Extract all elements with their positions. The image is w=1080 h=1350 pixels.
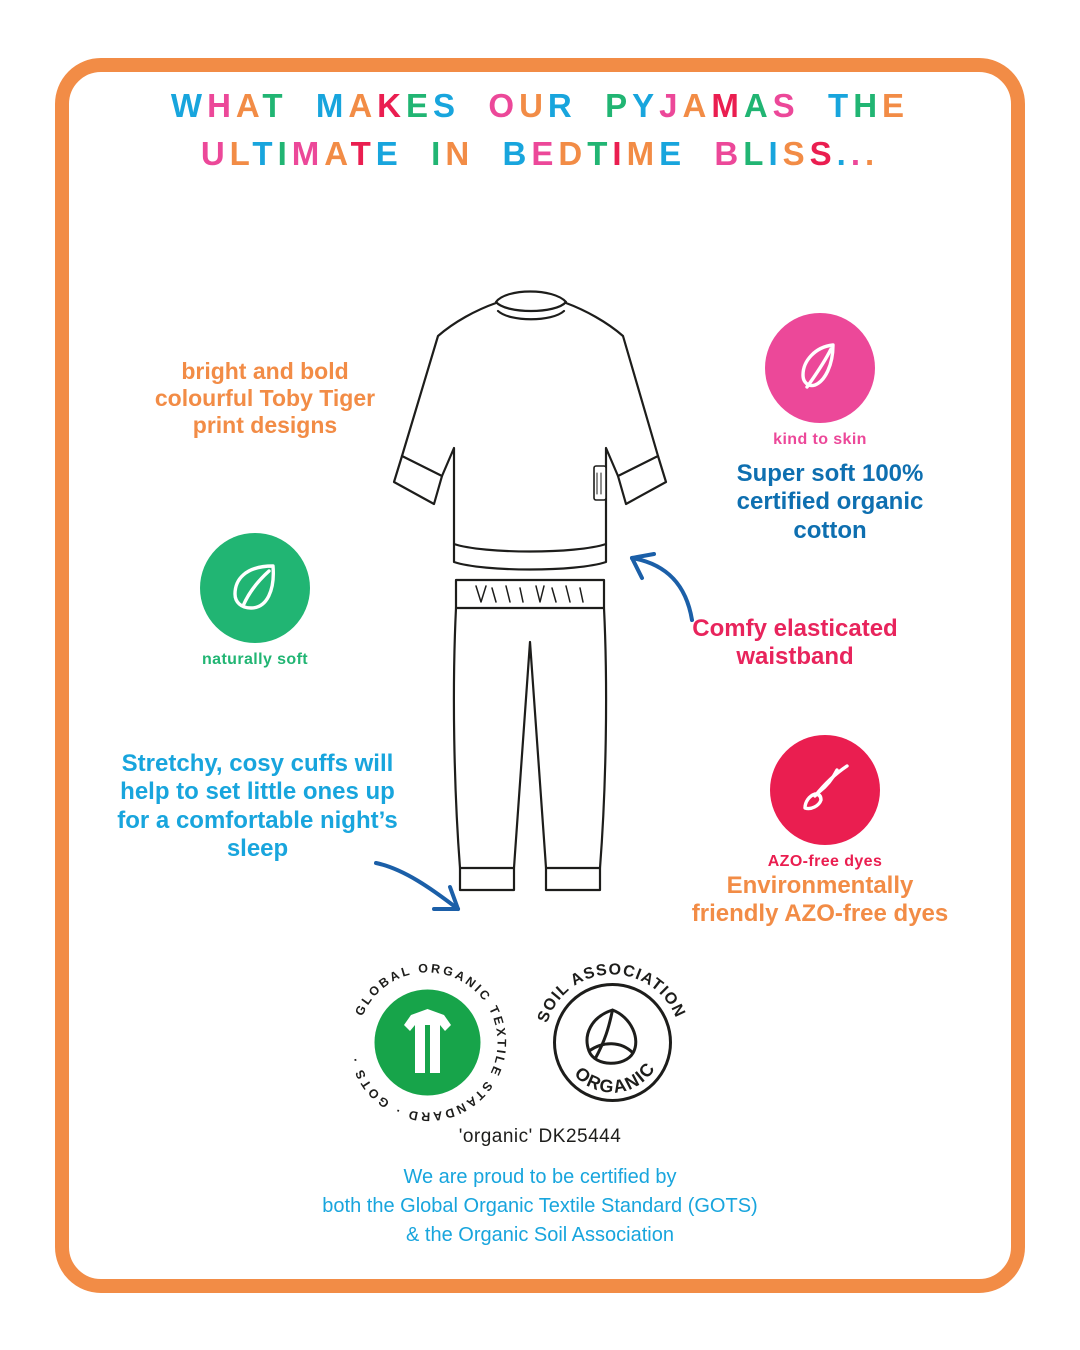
- svg-text:SOIL ASSOCIATION: SOIL ASSOCIATION: [534, 961, 689, 1025]
- callout-bright-designs: bright and bold colourful Toby Tiger print designs: [154, 358, 376, 439]
- certification-note-line-2: both the Global Organic Textile Standard (GOTS): [322, 1195, 758, 1217]
- title-letter: [686, 135, 714, 172]
- paintbrush-icon: [793, 756, 857, 825]
- title-letter: P: [605, 87, 633, 124]
- title-letter: E: [375, 135, 403, 172]
- title-letter: J: [659, 87, 683, 124]
- certification-note-line-1: We are proud to be certified by: [403, 1166, 677, 1188]
- title-letter: M: [291, 135, 325, 172]
- title-letter: A: [348, 87, 378, 124]
- title-letter: [577, 87, 605, 124]
- title-letter: A: [743, 87, 773, 124]
- title-letter: S: [433, 87, 461, 124]
- title-letter: T: [252, 135, 278, 172]
- svg-text:ORGANIC: ORGANIC: [570, 1057, 660, 1098]
- certification-logos: [330, 955, 730, 1130]
- title-letter: R: [547, 87, 577, 124]
- svg-text:GLOBAL ORGANIC TEXTILE STANDAR: GLOBAL ORGANIC TEXTILE STANDARD · GOTS ·: [347, 961, 509, 1124]
- badge-circle: [200, 533, 310, 643]
- title-letter: E: [882, 87, 910, 124]
- title-letter: A: [235, 87, 263, 124]
- badge-kind-to-skin: [755, 313, 885, 449]
- title-letter: T: [262, 87, 288, 124]
- title-letter: T: [587, 135, 613, 172]
- soil-association-logo: [525, 955, 700, 1135]
- badge-caption: naturally soft: [201, 651, 309, 668]
- title-letter: H: [207, 87, 236, 124]
- title-letter: A: [682, 87, 712, 124]
- certification-note-line-3: & the Organic Soil Association: [406, 1224, 674, 1246]
- title-letter: I: [277, 135, 292, 172]
- gots-logo: [340, 955, 515, 1135]
- arrow-to-cuffs: [370, 855, 480, 940]
- title-letter: I: [612, 135, 627, 172]
- badge-circle: [770, 735, 880, 845]
- title-letter: [460, 87, 488, 124]
- title-letter: S: [782, 135, 810, 172]
- title-letter: E: [406, 87, 434, 124]
- title-letter: B: [502, 135, 532, 172]
- callout-azo-free-dyes: Environmentally friendly AZO-free dyes: [691, 872, 949, 928]
- badge-caption: kind to skin: [773, 431, 867, 448]
- title-letter: W: [170, 87, 208, 124]
- certification-note: [0, 1163, 1080, 1250]
- badge-azo-free-dyes: [760, 735, 890, 871]
- title-letter: .: [864, 135, 880, 172]
- title-letter: E: [531, 135, 559, 172]
- feather-icon: [789, 335, 851, 402]
- title-letter: M: [315, 87, 349, 124]
- callout-stretchy-cuffs: Stretchy, cosy cuffs will help to set little ones up for a comfortable night’s sleep: [117, 750, 398, 862]
- title-letter: L: [743, 135, 769, 172]
- title-letter: O: [488, 87, 520, 124]
- title-letter: Y: [632, 87, 660, 124]
- title-letter: L: [229, 135, 253, 172]
- title-letter: [800, 87, 828, 124]
- title-letter: T: [350, 135, 376, 172]
- title-letter: M: [626, 135, 660, 172]
- badge-caption: AZO-free dyes: [767, 853, 883, 870]
- badge-circle: [765, 313, 875, 423]
- title-letter: .: [850, 135, 865, 172]
- toby-tiger-label: [594, 466, 606, 500]
- title-letter: H: [853, 87, 883, 124]
- title-line-1: [0, 82, 1080, 130]
- title-letter: D: [558, 135, 588, 172]
- title-letter: .: [836, 135, 851, 172]
- title-letter: U: [519, 87, 548, 124]
- title-letter: [287, 87, 315, 124]
- callout-super-soft: Super soft 100% certified organic cotton: [736, 460, 924, 544]
- title-letter: S: [772, 87, 800, 124]
- title-letter: A: [324, 135, 351, 172]
- title-letter: [474, 135, 502, 172]
- leaf-icon: [223, 554, 287, 623]
- title-letter: M: [711, 87, 744, 124]
- title-line-2: [0, 130, 1080, 178]
- certification-code: 'organic' DK25444: [458, 1126, 622, 1147]
- title-letter: B: [714, 135, 744, 172]
- callout-comfy-waistband: Comfy elasticated waistband: [692, 615, 898, 671]
- title-letter: S: [809, 135, 837, 172]
- title-letter: I: [768, 135, 783, 172]
- title-letter: E: [659, 135, 687, 172]
- title-letter: U: [200, 135, 230, 172]
- title-letter: T: [828, 87, 854, 124]
- title-letter: N: [445, 135, 475, 172]
- page-title: [0, 82, 1080, 178]
- title-letter: K: [377, 87, 407, 124]
- badge-naturally-soft: [190, 533, 320, 669]
- title-letter: [403, 135, 431, 172]
- title-letter: I: [431, 135, 446, 172]
